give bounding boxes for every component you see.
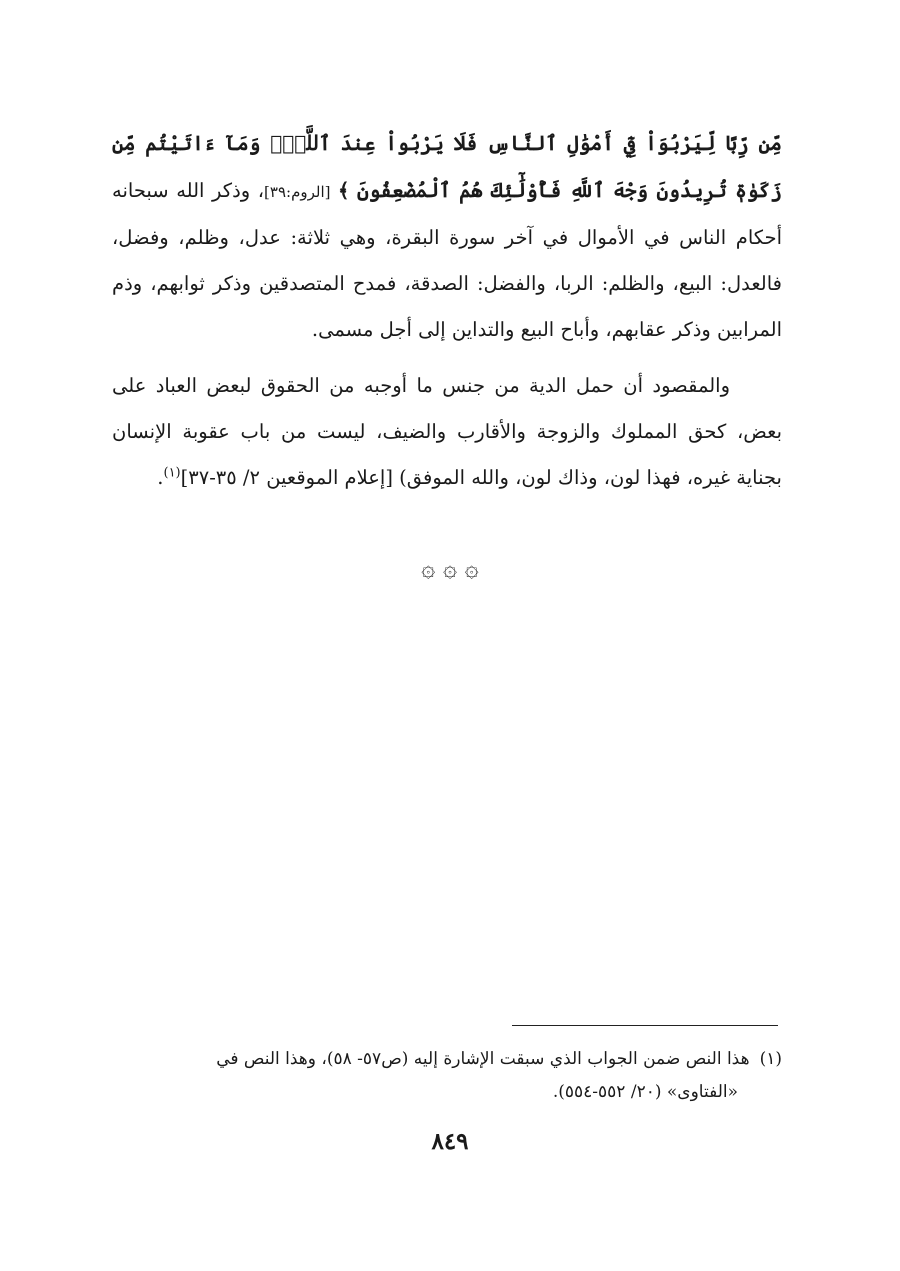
page-number: ٨٤٩ (431, 1128, 469, 1155)
footnote-text-1: هذا النص ضمن الجواب الذي سبقت الإشارة إليه (ص٥٧- ٥٨)، وهذا النص في (216, 1049, 750, 1069)
footnote-reference[interactable]: (١) (163, 465, 181, 481)
paragraph-2-text: والمقصود أن حمل الدية من جنس ما أوجبه من الحقوق لبعض العباد على بعض، كحق المملوك والزوجة والأقارب والضيف، ليست من باب عقوبة الإنسان بجناية غيره، فهذا لون، وذاك لون، والله الموفق) [إعلام الموقعين ٢/ ٣٥-٣٧] (112, 374, 782, 489)
ornament-separator: ۞ ۞ ۞ (421, 554, 479, 582)
footnote-number: (١) (759, 1049, 782, 1069)
footnote-divider (512, 1025, 778, 1026)
quran-verse: مِّن رِّبًا لِّيَرْبُوَاْ فِيٓ أَمْوَٰلِ ٱلنَّاسِ فَلَا يَرْبُواْ عِندَ ٱللَّهِۖ وَمَآ ءَاتَيْتُم مِّن زَكَوٰةٖ تُرِيدُونَ وَجْهَ ٱللَّهِ فَأُوْلَٰٓئِكَ هُمُ ٱلْمُضْعِفُونَ (112, 131, 782, 202)
verse-citation: [الروم:٣٩] (264, 183, 331, 201)
paragraph-2-end: . (157, 466, 164, 489)
paragraph-1 (112, 120, 782, 353)
footnote-text-2: «الفتاوى» (٢٠/ ٥٥٢-٥٥٤). (552, 1082, 738, 1102)
paragraph-2 (112, 363, 782, 501)
main-text (112, 120, 782, 501)
footnote (112, 1043, 782, 1109)
verse-close-bracket: ﴾ (338, 179, 350, 202)
footnote-line-1 (112, 1043, 782, 1076)
paragraph-1-text: ، وذكر الله سبحانه أحكام الناس في الأموال في آخر سورة البقرة، وهي ثلاثة: عدل، وظلم، وفضل، فالعدل: البيع، والظلم: الربا، والفضل: الصدقة، فمدح المتصدقين وذكر ثوابهم، وذم المرابين وذكر عقابهم، وأباح البيع والتداين إلى أجل مسمى. (112, 179, 782, 341)
